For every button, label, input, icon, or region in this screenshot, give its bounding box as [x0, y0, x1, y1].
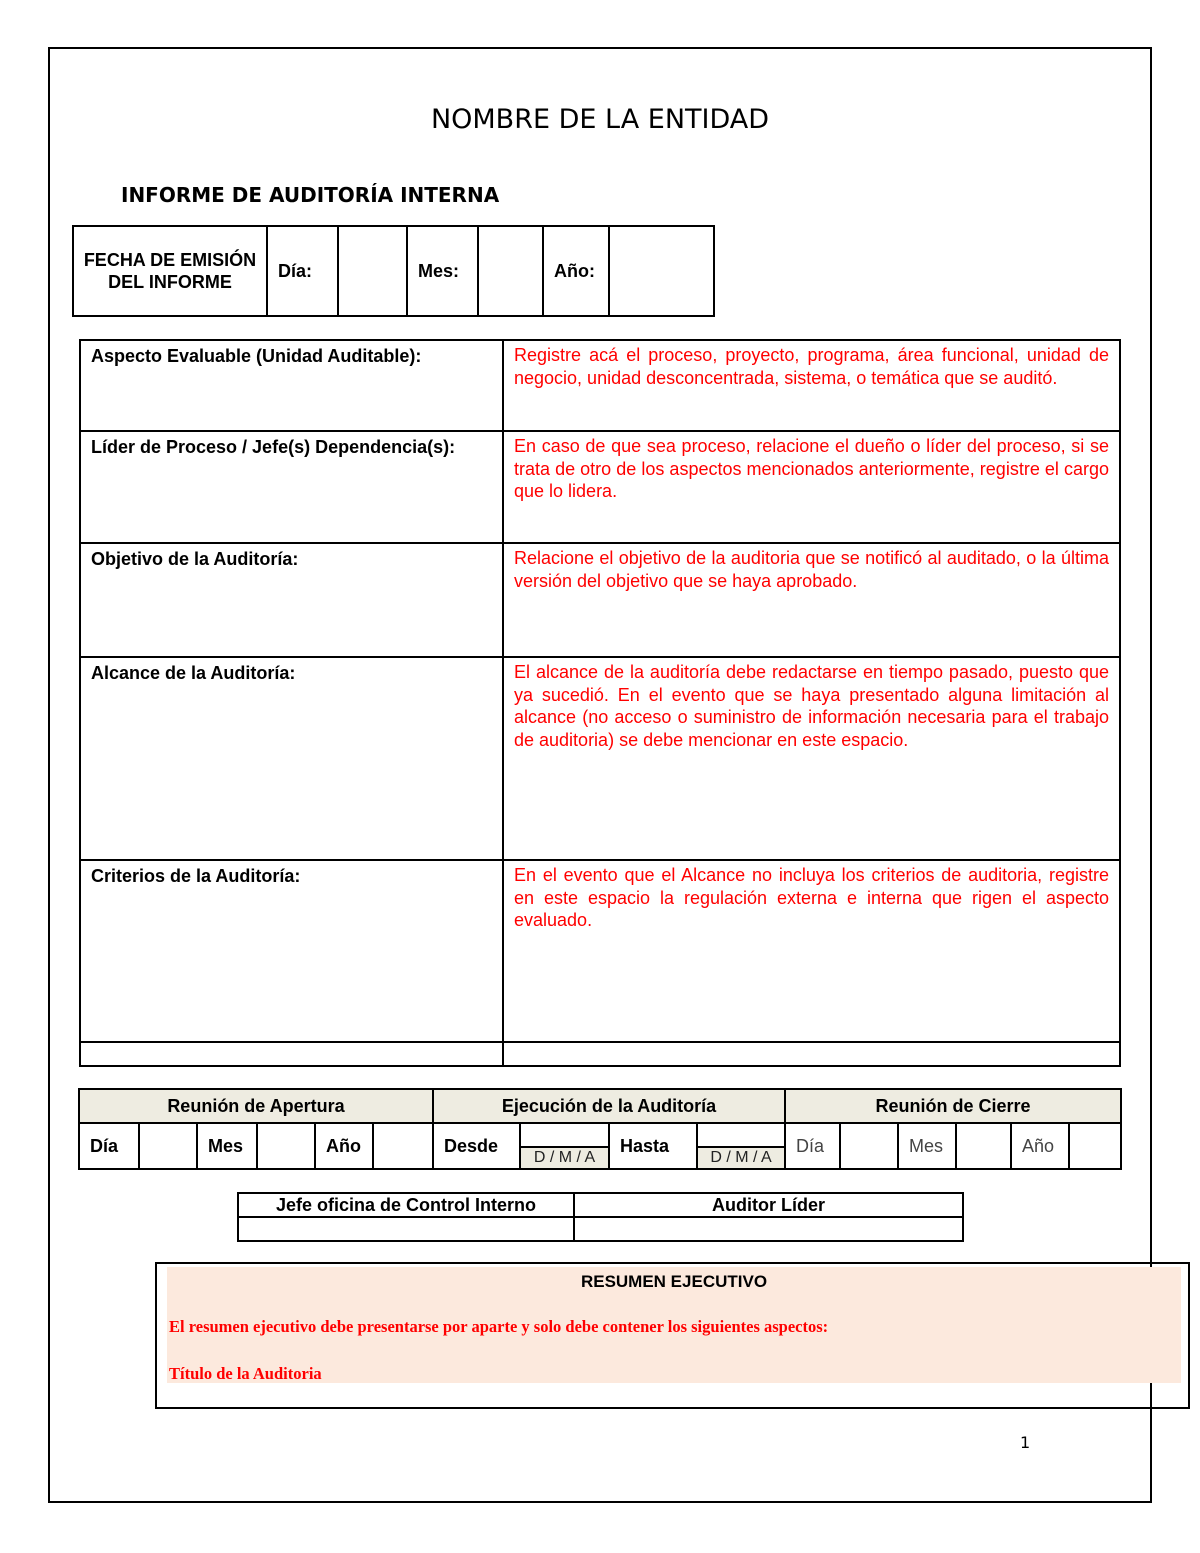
from-label: Desde [433, 1123, 520, 1169]
year-label: Año: [543, 226, 609, 316]
to-label: Hasta [609, 1123, 697, 1169]
table-row [80, 431, 1120, 543]
month-value-field[interactable] [478, 226, 543, 316]
issue-date-label: FECHA DE EMISIÓN DEL INFORME [73, 226, 267, 316]
executive-summary-box [155, 1262, 1190, 1409]
year-value-field[interactable] [609, 226, 714, 316]
table-row [80, 657, 1120, 860]
process-leader-value[interactable]: En caso de que sea proceso, relacione el dueño o líder del proceso, si se trata de otro de los aspectos mencionados anteriormente, registre el cargo que lo lidera. [503, 431, 1120, 543]
scope-value[interactable]: El alcance de la auditoría debe redactarse en tiempo pasado, puesto que ya sucedió. En el evento que se haya presentado alguna limitación al alcance (no acceso o suministro de información necesaria para el trabajo de auditoria) se debe mencionar en este espacio. [503, 657, 1120, 860]
objective-label: Objetivo de la Auditoría: [80, 543, 503, 657]
closing-meeting-header: Reunión de Cierre [785, 1089, 1121, 1123]
page-number: 1 [1020, 1433, 1031, 1452]
signatures-table [237, 1192, 964, 1242]
table-row [80, 1042, 1120, 1066]
opening-month-label: Mes [197, 1123, 257, 1169]
report-title: INFORME DE AUDITORÍA INTERNA [121, 183, 500, 207]
lead-auditor-header: Auditor Líder [574, 1193, 963, 1217]
opening-year-field[interactable] [373, 1123, 433, 1169]
day-label: Día: [267, 226, 338, 316]
criteria-value[interactable]: En el evento que el Alcance no incluya los criterios de auditoria, registre en este espacio la regulación externa e interna que rigen el aspecto evaluado. [503, 860, 1120, 1042]
opening-day-field[interactable] [139, 1123, 197, 1169]
table-row [80, 860, 1120, 1042]
schedule-table [78, 1088, 1122, 1170]
closing-year-label: Año [1011, 1123, 1069, 1169]
issue-date-table [72, 225, 715, 317]
executive-summary-title: RESUMEN EJECUTIVO [580, 1272, 768, 1291]
executive-summary-item: Título de la Auditoria [169, 1364, 322, 1383]
aspect-value[interactable]: Registre acá el proceso, proyecto, programa, área funcional, unidad de negocio, unidad desconcentrada, sistema, o temática que se auditó. [503, 340, 1120, 431]
opening-month-field[interactable] [257, 1123, 315, 1169]
to-date-format: D / M / A [698, 1146, 784, 1168]
aspect-label: Aspecto Evaluable (Unidad Auditable): [80, 340, 503, 431]
opening-day-label: Día [79, 1123, 139, 1169]
closing-month-label: Mes [898, 1123, 956, 1169]
table-row [80, 543, 1120, 657]
from-date-field[interactable] [520, 1123, 609, 1169]
from-date-format: D / M / A [521, 1146, 608, 1168]
executive-summary-shade [167, 1267, 1181, 1383]
scope-label: Alcance de la Auditoría: [80, 657, 503, 860]
closing-day-field[interactable] [840, 1123, 898, 1169]
lead-auditor-signature[interactable] [574, 1217, 963, 1241]
closing-day-label: Día [785, 1123, 840, 1169]
executive-summary-instruction: El resumen ejecutivo debe presentarse por aparte y solo debe contener los siguientes aspectos: [169, 1317, 829, 1336]
table-row [80, 340, 1120, 431]
day-value-field[interactable] [338, 226, 407, 316]
internal-control-head-header: Jefe oficina de Control Interno [238, 1193, 574, 1217]
internal-control-head-signature[interactable] [238, 1217, 574, 1241]
objective-value[interactable]: Relacione el objetivo de la auditoria que se notificó al auditado, o la última versión del objetivo que se haya aprobado. [503, 543, 1120, 657]
month-label: Mes: [407, 226, 478, 316]
empty-cell[interactable] [503, 1042, 1120, 1066]
to-date-field[interactable] [697, 1123, 785, 1169]
process-leader-label: Líder de Proceso / Jefe(s) Dependencia(s): [80, 431, 503, 543]
entity-name: NOMBRE DE LA ENTIDAD [430, 104, 770, 135]
empty-cell[interactable] [80, 1042, 503, 1066]
opening-year-label: Año [315, 1123, 373, 1169]
closing-month-field[interactable] [956, 1123, 1011, 1169]
criteria-label: Criterios de la Auditoría: [80, 860, 503, 1042]
opening-meeting-header: Reunión de Apertura [79, 1089, 433, 1123]
audit-info-table [79, 339, 1121, 1067]
closing-year-field[interactable] [1069, 1123, 1121, 1169]
execution-header: Ejecución de la Auditoría [433, 1089, 785, 1123]
